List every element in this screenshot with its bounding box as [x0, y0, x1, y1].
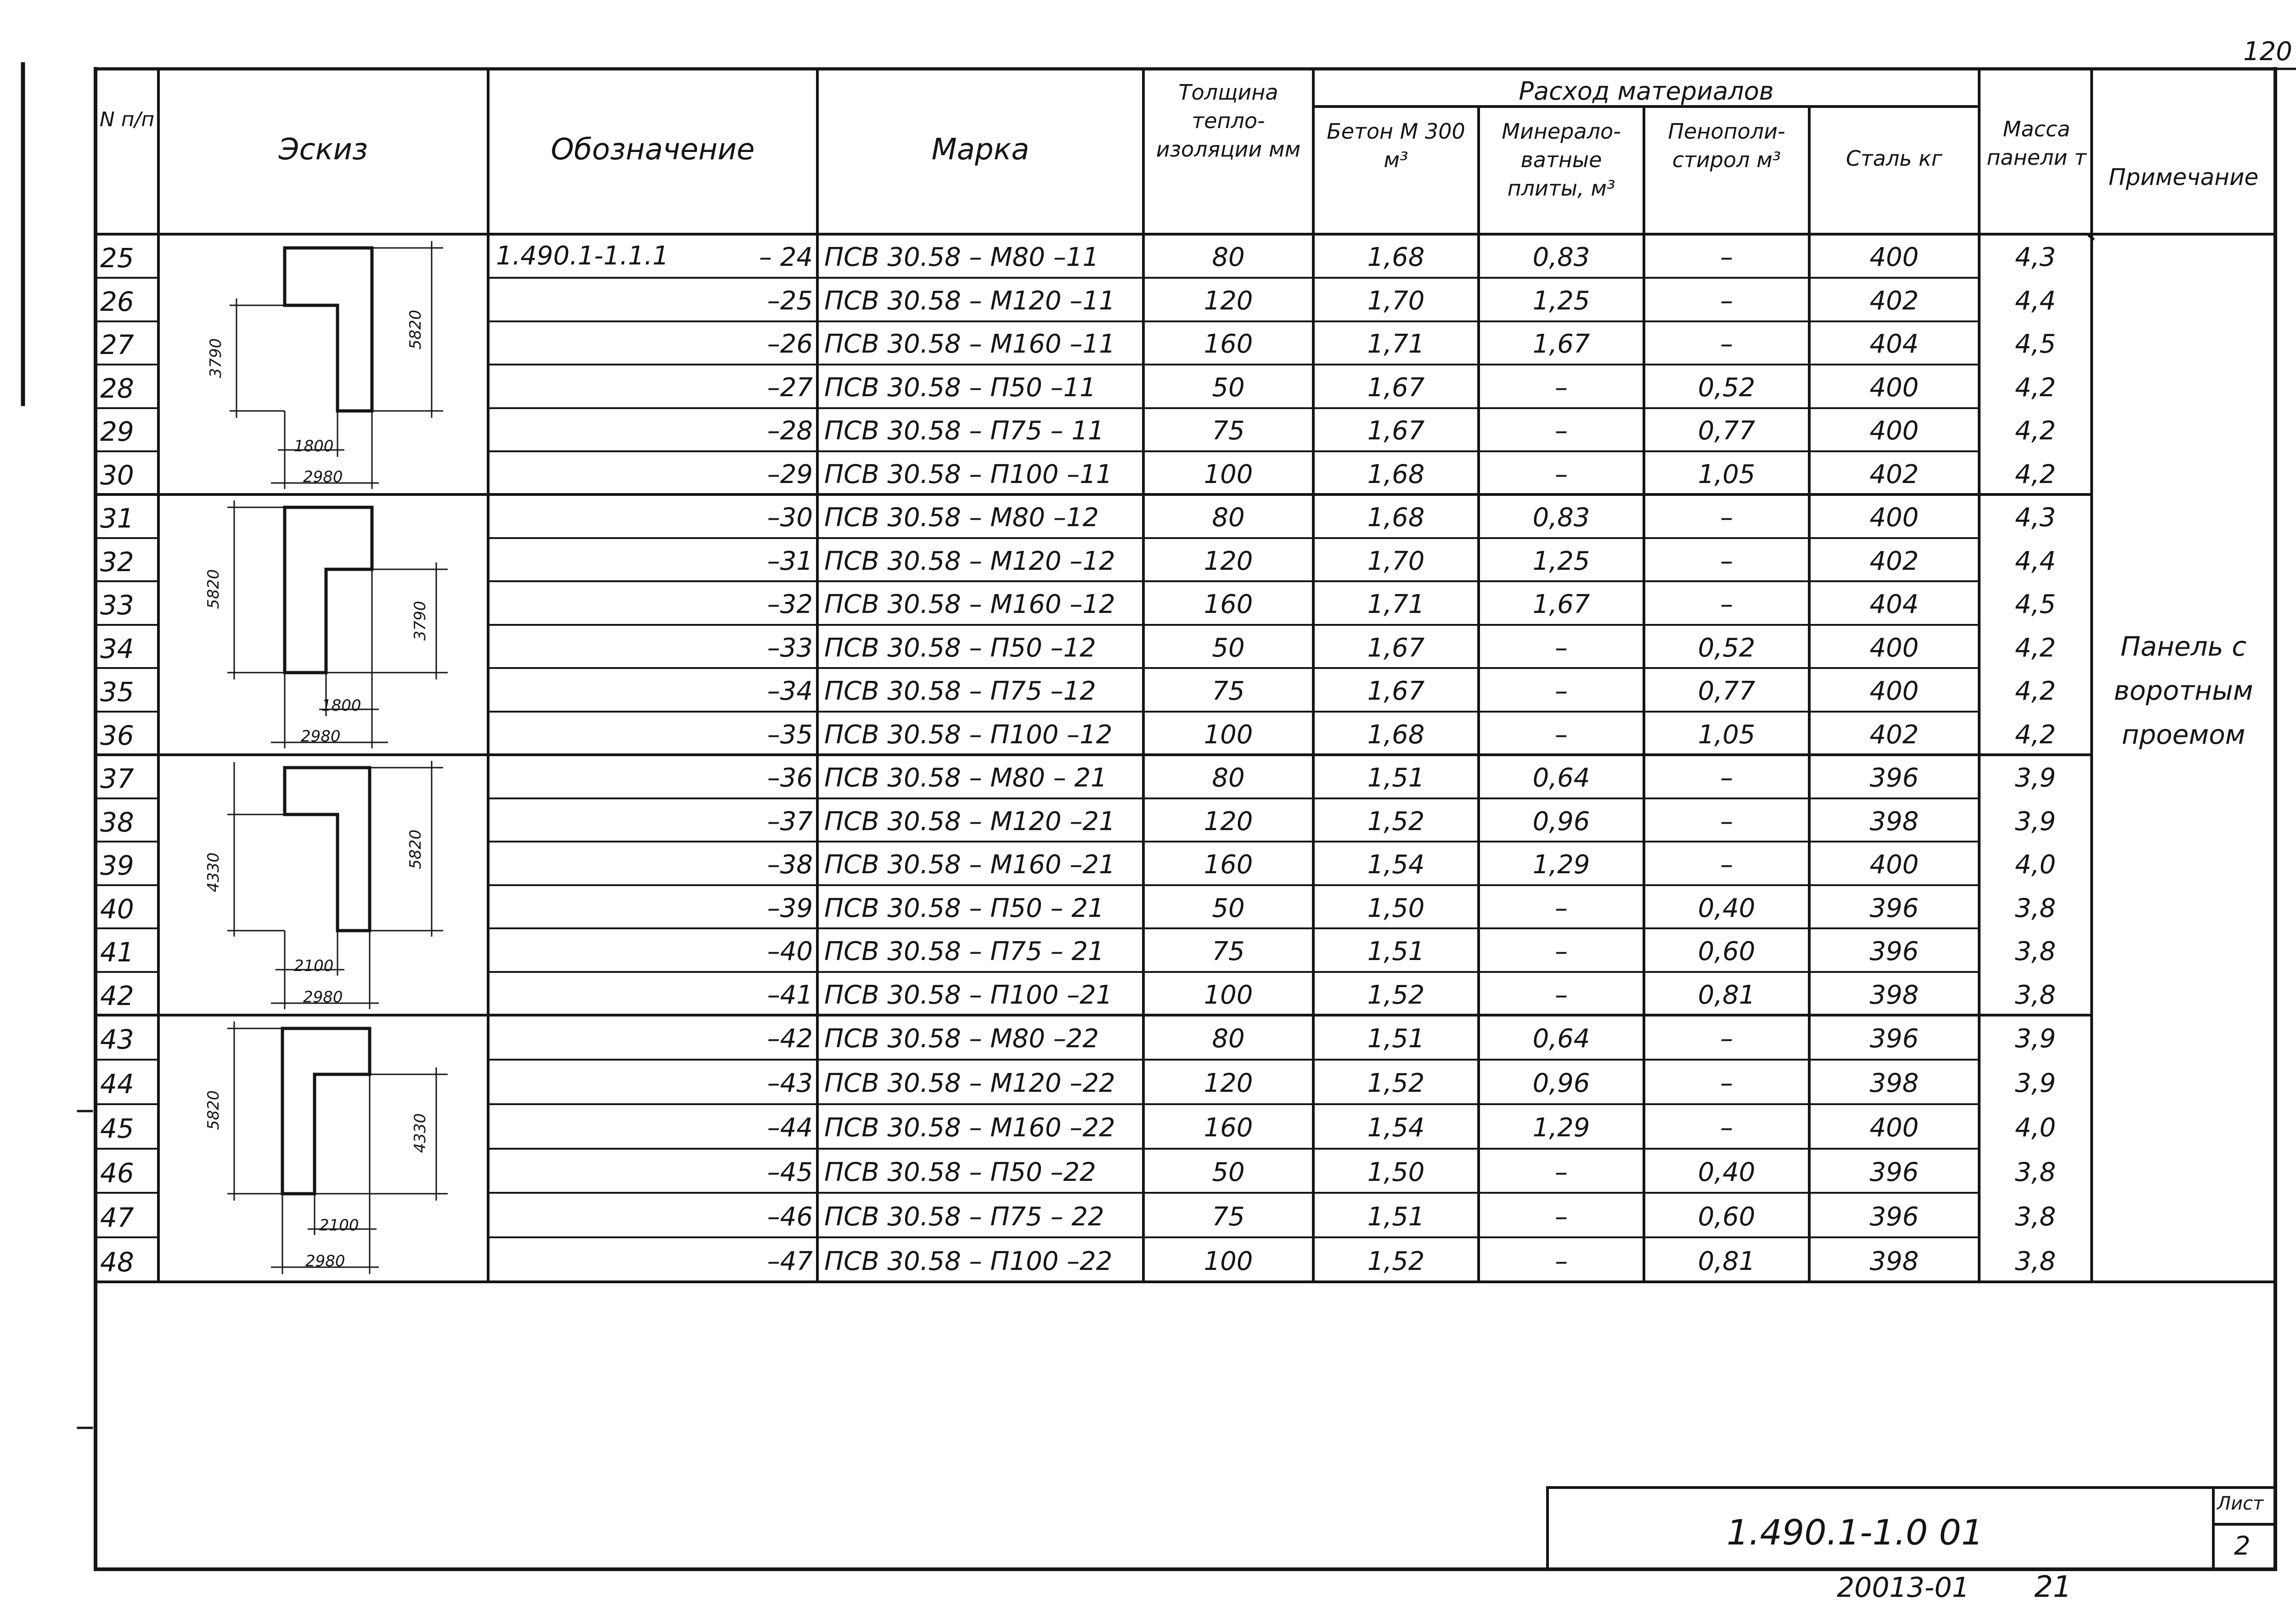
- row-concrete: 1,51: [1367, 763, 1425, 793]
- row-steel: 400: [1869, 633, 1919, 663]
- row-mark: ПСВ 30.58 – М120 –11: [824, 286, 1115, 316]
- row-mass: 4,2: [2015, 459, 2056, 489]
- dimension-label: 3790: [207, 338, 225, 378]
- row-mass: 3,8: [2015, 980, 2056, 1010]
- row-steel: 400: [1869, 850, 1919, 880]
- row-insulation: 120: [1204, 806, 1253, 837]
- dimension-label: 5820: [406, 829, 425, 870]
- row-designation: –32: [767, 590, 813, 620]
- row-designation: –45: [767, 1157, 813, 1187]
- header-mark: Марка: [931, 133, 1030, 167]
- row-concrete: 1,50: [1367, 1157, 1425, 1187]
- row-polystyrene: –: [1720, 546, 1733, 576]
- header-polystyrene: Пенополи-стирол м³: [1668, 119, 1785, 172]
- row-steel: 400: [1869, 372, 1919, 403]
- row-polystyrene: –: [1720, 1024, 1733, 1054]
- row-concrete: 1,67: [1367, 676, 1425, 707]
- row-concrete: 1,52: [1367, 1246, 1425, 1276]
- row-insulation: 75: [1212, 1202, 1245, 1232]
- row-number: 30: [100, 459, 134, 491]
- row-concrete: 1,67: [1367, 633, 1425, 663]
- dimension-label: 4330: [411, 1113, 429, 1153]
- row-mark: ПСВ 30.58 – М160 –21: [824, 850, 1115, 880]
- row-insulation: 100: [1204, 459, 1253, 489]
- row-mark: ПСВ 30.58 – М120 –12: [824, 546, 1115, 576]
- row-mark: ПСВ 30.58 – М80 –12: [824, 503, 1099, 533]
- row-mass: 3,8: [2015, 1157, 2056, 1187]
- row-concrete: 1,71: [1367, 329, 1425, 359]
- row-insulation: 120: [1204, 286, 1253, 316]
- row-mineral: –: [1555, 980, 1568, 1010]
- row-insulation: 160: [1204, 1113, 1253, 1143]
- page-number: 120: [2243, 37, 2292, 67]
- row-number: 45: [100, 1113, 134, 1145]
- row-mark: ПСВ 30.58 – П50 –12: [824, 633, 1096, 663]
- row-mark: ПСВ 30.58 – М160 –12: [824, 590, 1115, 620]
- row-polystyrene: –: [1720, 242, 1733, 273]
- row-concrete: 1,50: [1367, 893, 1425, 923]
- row-number: 29: [100, 416, 134, 448]
- row-mineral: 0,96: [1532, 806, 1590, 837]
- row-polystyrene: –: [1720, 806, 1733, 837]
- row-designation: –40: [767, 937, 813, 967]
- row-designation: – 24: [759, 242, 813, 273]
- row-designation: –26: [767, 329, 813, 359]
- designation-base: 1.490.1-1.1.1: [496, 241, 669, 271]
- row-number: 38: [100, 806, 134, 838]
- row-number: 26: [100, 286, 134, 317]
- row-designation: –25: [767, 286, 813, 316]
- row-insulation: 75: [1212, 676, 1245, 707]
- row-insulation: 50: [1212, 1157, 1245, 1187]
- row-insulation: 80: [1212, 1024, 1245, 1054]
- row-polystyrene: 0,81: [1698, 1246, 1756, 1276]
- row-mass: 4,5: [2015, 329, 2056, 359]
- row-mass: 3,9: [2015, 1068, 2056, 1099]
- row-insulation: 160: [1204, 850, 1253, 880]
- row-number: 32: [100, 546, 134, 578]
- row-polystyrene: 0,40: [1698, 893, 1756, 923]
- row-steel: 398: [1869, 1068, 1919, 1099]
- row-concrete: 1,51: [1367, 937, 1425, 967]
- row-mass: 3,9: [2015, 806, 2056, 837]
- row-mineral: 1,67: [1532, 590, 1590, 620]
- row-mark: ПСВ 30.58 – М120 –21: [824, 806, 1115, 837]
- row-insulation: 75: [1212, 937, 1245, 967]
- row-concrete: 1,68: [1367, 503, 1425, 533]
- row-mass: 3,8: [2015, 1202, 2056, 1232]
- row-number: 36: [100, 719, 134, 751]
- row-designation: –46: [767, 1202, 813, 1232]
- row-mark: ПСВ 30.58 – М80 – 21: [824, 763, 1107, 793]
- row-designation: –47: [767, 1246, 813, 1276]
- row-polystyrene: –: [1720, 850, 1733, 880]
- row-concrete: 1,68: [1367, 719, 1425, 750]
- row-polystyrene: –: [1720, 329, 1733, 359]
- header-mass: Масса панели т: [1986, 117, 2087, 170]
- row-designation: –37: [767, 806, 813, 837]
- row-polystyrene: –: [1720, 1113, 1733, 1143]
- row-designation: –43: [767, 1068, 813, 1099]
- row-mark: ПСВ 30.58 – П75 – 11: [824, 416, 1104, 446]
- row-number: 44: [100, 1068, 134, 1100]
- row-steel: 400: [1869, 416, 1919, 446]
- row-number: 37: [100, 763, 134, 795]
- row-steel: 396: [1869, 893, 1919, 923]
- row-mineral: –: [1555, 459, 1568, 489]
- row-number: 31: [100, 503, 134, 534]
- row-mineral: –: [1555, 1202, 1568, 1232]
- row-designation: –31: [767, 546, 813, 576]
- row-designation: –38: [767, 850, 813, 880]
- dimension-label: 5820: [406, 309, 425, 350]
- row-mark: ПСВ 30.58 – П100 –22: [824, 1246, 1113, 1276]
- row-polystyrene: –: [1720, 590, 1733, 620]
- row-mark: ПСВ 30.58 – М120 –22: [824, 1068, 1115, 1099]
- row-mark: ПСВ 30.58 – М80 –22: [824, 1024, 1099, 1054]
- row-insulation: 75: [1212, 416, 1245, 446]
- row-insulation: 80: [1212, 763, 1245, 793]
- row-polystyrene: 0,40: [1698, 1157, 1756, 1187]
- row-concrete: 1,67: [1367, 372, 1425, 403]
- row-mineral: 1,25: [1532, 286, 1590, 316]
- header-note: Примечание: [2108, 164, 2259, 191]
- row-polystyrene: 0,77: [1698, 676, 1756, 707]
- row-mass: 4,2: [2015, 676, 2056, 707]
- row-steel: 398: [1869, 806, 1919, 837]
- footer-archive-code: 20013-01: [1837, 1572, 1970, 1604]
- row-mass: 4,0: [2015, 850, 2056, 880]
- row-insulation: 80: [1212, 242, 1245, 273]
- row-polystyrene: 0,52: [1698, 633, 1756, 663]
- row-insulation: 100: [1204, 1246, 1253, 1276]
- row-mass: 4,3: [2015, 242, 2056, 273]
- row-mass: 3,9: [2015, 1024, 2056, 1054]
- row-number: 27: [100, 329, 134, 361]
- row-insulation: 100: [1204, 980, 1253, 1010]
- row-concrete: 1,52: [1367, 980, 1425, 1010]
- dimension-label: 3790: [411, 601, 429, 641]
- row-mass: 4,0: [2015, 1113, 2056, 1143]
- row-number: 46: [100, 1157, 134, 1189]
- row-designation: –28: [767, 416, 813, 446]
- row-number: 33: [100, 590, 134, 621]
- row-mark: ПСВ 30.58 – М160 –22: [824, 1113, 1115, 1143]
- row-mineral: –: [1555, 633, 1568, 663]
- row-mark: ПСВ 30.58 – П75 –12: [824, 676, 1096, 707]
- row-insulation: 120: [1204, 1068, 1253, 1099]
- row-steel: 400: [1869, 242, 1919, 273]
- row-steel: 400: [1869, 1113, 1919, 1143]
- row-steel: 404: [1869, 329, 1919, 359]
- row-number: 25: [100, 242, 134, 274]
- row-mineral: –: [1555, 372, 1568, 403]
- dimension-label: 5820: [204, 1090, 223, 1130]
- dimension-label: 2100: [294, 957, 334, 975]
- row-steel: 402: [1869, 286, 1919, 316]
- row-concrete: 1,51: [1367, 1024, 1425, 1054]
- row-concrete: 1,70: [1367, 286, 1425, 316]
- row-designation: –39: [767, 893, 813, 923]
- note-text: Панель с воротным проемом: [2114, 631, 2253, 750]
- row-steel: 398: [1869, 980, 1919, 1010]
- row-mass: 3,8: [2015, 937, 2056, 967]
- row-mineral: –: [1555, 719, 1568, 750]
- row-polystyrene: 1,05: [1698, 459, 1756, 489]
- row-steel: 396: [1869, 1157, 1919, 1187]
- row-steel: 396: [1869, 937, 1919, 967]
- row-steel: 396: [1869, 1202, 1919, 1232]
- row-number: 47: [100, 1202, 134, 1233]
- row-mark: ПСВ 30.58 – М80 –11: [824, 242, 1099, 273]
- row-mass: 4,4: [2015, 286, 2056, 316]
- row-mass: 4,4: [2015, 546, 2056, 576]
- row-insulation: 50: [1212, 893, 1245, 923]
- row-designation: –41: [767, 980, 813, 1010]
- row-mineral: –: [1555, 416, 1568, 446]
- row-number: 35: [100, 676, 134, 708]
- row-concrete: 1,71: [1367, 590, 1425, 620]
- header-num: N п/п: [99, 108, 155, 131]
- row-designation: –42: [767, 1024, 813, 1054]
- row-insulation: 80: [1212, 503, 1245, 533]
- row-steel: 404: [1869, 590, 1919, 620]
- row-mineral: –: [1555, 893, 1568, 923]
- row-designation: –34: [767, 676, 813, 707]
- row-mineral: 0,83: [1532, 503, 1590, 533]
- row-insulation: 50: [1212, 372, 1245, 403]
- row-mass: 4,2: [2015, 633, 2056, 663]
- row-polystyrene: 0,77: [1698, 416, 1756, 446]
- row-polystyrene: 0,81: [1698, 980, 1756, 1010]
- row-number: 39: [100, 850, 134, 882]
- row-mineral: –: [1555, 1157, 1568, 1187]
- dimension-label: 2100: [319, 1216, 359, 1235]
- row-steel: 402: [1869, 459, 1919, 489]
- row-mineral: 1,25: [1532, 546, 1590, 576]
- row-concrete: 1,67: [1367, 416, 1425, 446]
- row-steel: 398: [1869, 1246, 1919, 1276]
- row-mark: ПСВ 30.58 – М160 –11: [824, 329, 1115, 359]
- row-polystyrene: 0,60: [1698, 937, 1756, 967]
- row-mass: 3,8: [2015, 893, 2056, 923]
- dimension-label: 2980: [301, 727, 341, 746]
- row-steel: 402: [1869, 546, 1919, 576]
- row-steel: 396: [1869, 763, 1919, 793]
- row-mass: 4,5: [2015, 590, 2056, 620]
- row-mass: 4,3: [2015, 503, 2056, 533]
- row-number: 28: [100, 372, 134, 404]
- row-mark: ПСВ 30.58 – П50 –11: [824, 372, 1096, 403]
- row-number: 48: [100, 1246, 134, 1278]
- row-designation: –29: [767, 459, 813, 489]
- row-steel: 400: [1869, 676, 1919, 707]
- row-concrete: 1,68: [1367, 242, 1425, 273]
- header-sketch: Эскиз: [278, 133, 368, 167]
- row-designation: –44: [767, 1113, 813, 1143]
- row-insulation: 120: [1204, 546, 1253, 576]
- row-concrete: 1,68: [1367, 459, 1425, 489]
- row-number: 43: [100, 1024, 134, 1056]
- row-mass: 4,2: [2015, 416, 2056, 446]
- row-mark: ПСВ 30.58 – П75 – 22: [824, 1202, 1104, 1232]
- dimension-label: 1800: [294, 437, 334, 455]
- row-insulation: 160: [1204, 590, 1253, 620]
- row-polystyrene: –: [1720, 763, 1733, 793]
- row-designation: –27: [767, 372, 813, 403]
- title-block-sheet-label: Лист: [2217, 1493, 2264, 1514]
- row-mass: 4,2: [2015, 372, 2056, 403]
- header-materials-group: Расход материалов: [1519, 77, 1774, 106]
- row-mark: ПСВ 30.58 – П50 – 21: [824, 893, 1104, 923]
- row-steel: 400: [1869, 503, 1919, 533]
- title-block-sheet-number: 2: [2234, 1531, 2251, 1561]
- row-insulation: 160: [1204, 329, 1253, 359]
- dimension-label: 5820: [204, 569, 223, 609]
- row-polystyrene: 0,52: [1698, 372, 1756, 403]
- row-polystyrene: –: [1720, 1068, 1733, 1099]
- row-concrete: 1,52: [1367, 806, 1425, 837]
- row-mineral: 0,96: [1532, 1068, 1590, 1099]
- row-mineral: 1,29: [1532, 850, 1590, 880]
- row-number: 40: [100, 893, 134, 925]
- header-mineral: Минерало-ватные плиты, м³: [1502, 119, 1621, 201]
- title-block-code: 1.490.1-1.0 01: [1727, 1512, 1984, 1553]
- row-concrete: 1,51: [1367, 1202, 1425, 1232]
- footer-number: 21: [2034, 1570, 2072, 1604]
- row-designation: –33: [767, 633, 813, 663]
- row-number: 41: [100, 937, 134, 968]
- row-designation: –36: [767, 763, 813, 793]
- row-concrete: 1,70: [1367, 546, 1425, 576]
- row-mark: ПСВ 30.58 – П100 –21: [824, 980, 1113, 1010]
- header-steel: Сталь кг: [1846, 146, 1943, 171]
- row-mineral: –: [1555, 1246, 1568, 1276]
- row-mark: ПСВ 30.58 – П50 –22: [824, 1157, 1096, 1187]
- row-designation: –30: [767, 503, 813, 533]
- row-designation: –35: [767, 719, 813, 750]
- row-insulation: 100: [1204, 719, 1253, 750]
- row-polystyrene: 0,60: [1698, 1202, 1756, 1232]
- row-mineral: –: [1555, 676, 1568, 707]
- header-designation: Обозначение: [551, 133, 755, 167]
- dimension-label: 2980: [303, 468, 343, 486]
- row-insulation: 50: [1212, 633, 1245, 663]
- row-number: 34: [100, 633, 134, 664]
- row-mass: 3,8: [2015, 1246, 2056, 1276]
- row-polystyrene: 1,05: [1698, 719, 1756, 750]
- row-mineral: 1,67: [1532, 329, 1590, 359]
- row-mark: ПСВ 30.58 – П100 –12: [824, 719, 1113, 750]
- row-mineral: –: [1555, 937, 1568, 967]
- row-steel: 396: [1869, 1024, 1919, 1054]
- row-steel: 402: [1869, 719, 1919, 750]
- row-mineral: 0,83: [1532, 242, 1590, 273]
- dimension-label: 1800: [321, 696, 361, 715]
- header-insulation: Толщина тепло-изоляции мм: [1156, 80, 1301, 162]
- row-number: 42: [100, 980, 134, 1011]
- row-mass: 4,2: [2015, 719, 2056, 750]
- dimension-label: 2980: [303, 988, 343, 1006]
- row-mineral: 1,29: [1532, 1113, 1590, 1143]
- dimension-label: 2980: [305, 1252, 345, 1270]
- dimension-label: 4330: [204, 852, 223, 893]
- row-mass: 3,9: [2015, 763, 2056, 793]
- row-mineral: 0,64: [1532, 763, 1590, 793]
- row-polystyrene: –: [1720, 286, 1733, 316]
- row-mark: ПСВ 30.58 – П75 – 21: [824, 937, 1104, 967]
- row-mark: ПСВ 30.58 – П100 –11: [824, 459, 1113, 489]
- row-mineral: 0,64: [1532, 1024, 1590, 1054]
- row-concrete: 1,54: [1367, 850, 1425, 880]
- header-concrete: Бетон М 300 м³: [1327, 119, 1465, 172]
- row-polystyrene: –: [1720, 503, 1733, 533]
- row-concrete: 1,52: [1367, 1068, 1425, 1099]
- row-concrete: 1,54: [1367, 1113, 1425, 1143]
